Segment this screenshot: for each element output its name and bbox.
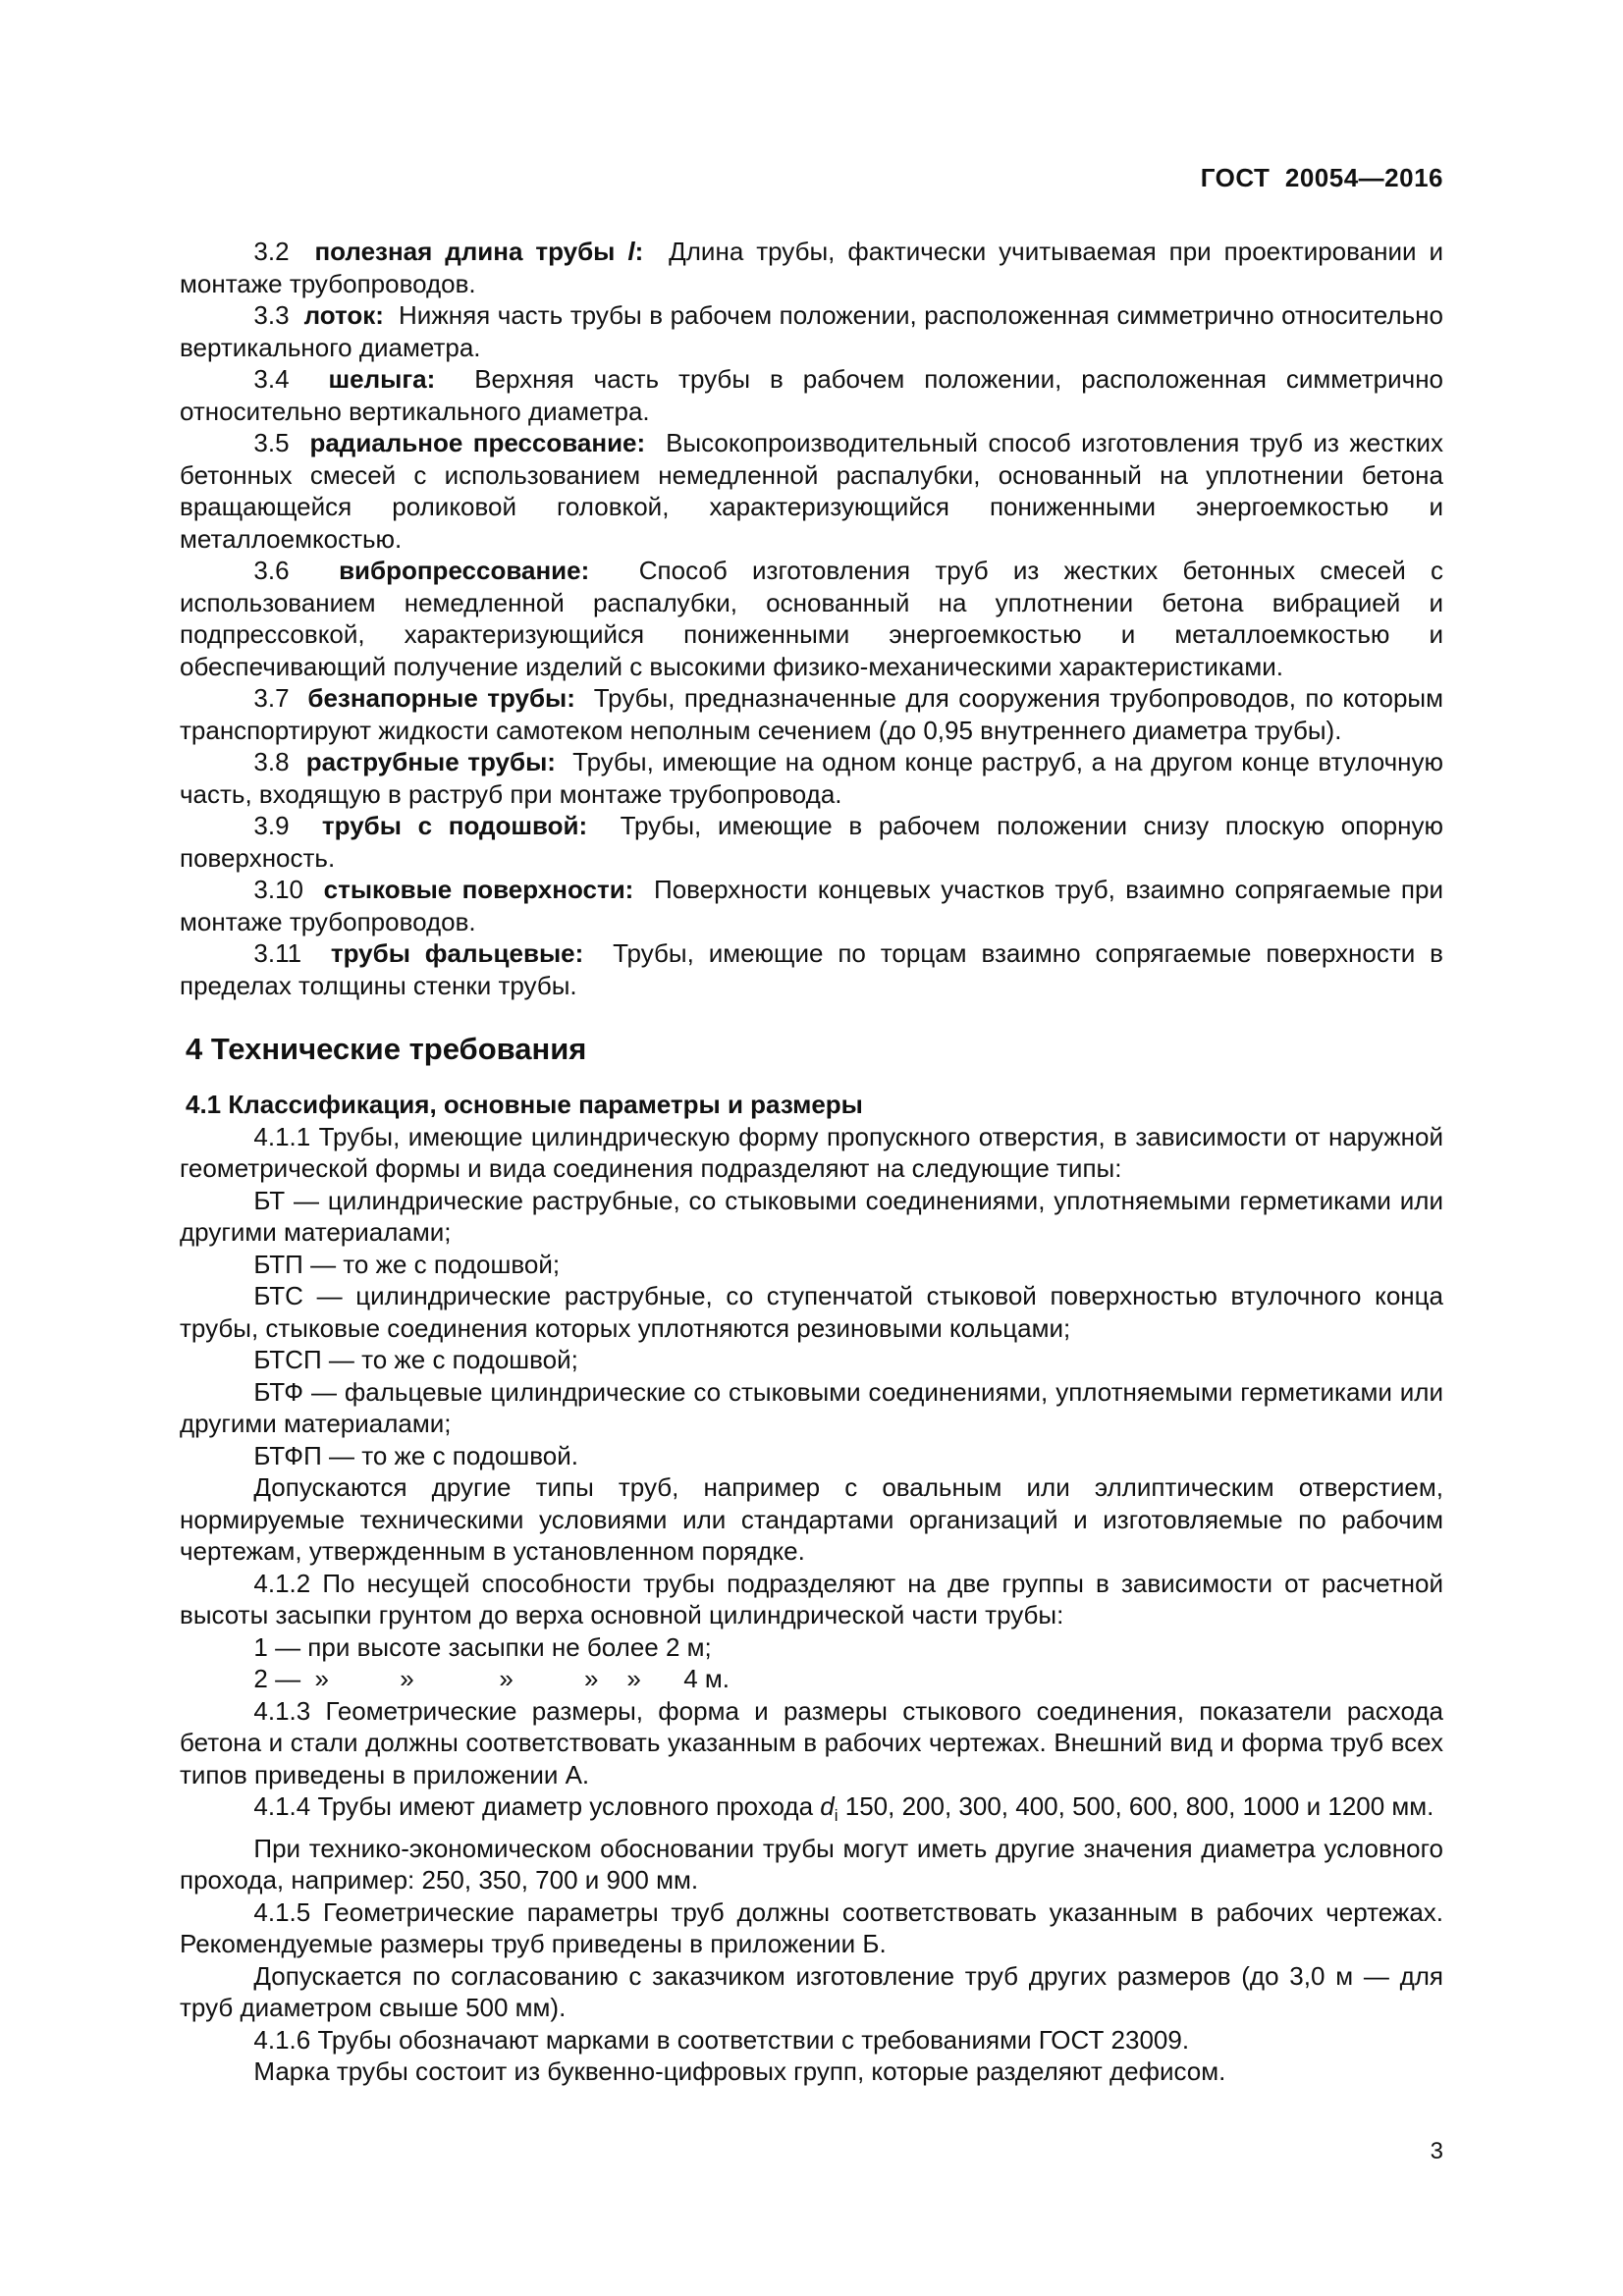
definition-3-10: 3.10 стыковые поверхности: Поверхности концевых участков труб, взаимно сопрягаемые при монтаже трубопроводов. — [180, 875, 1443, 936]
definition-3-5: 3.5 радиальное прессование: Высокопроизводительный способ изготовления труб из жестких бетонных смесей с использованием немедленной распалубки, основанный на уплотнении бетона вращающейся роликовой головкой, характеризующийся пониженными энергоемкостью и металлоемкостью. — [180, 428, 1443, 554]
definition-3-4: 3.4 шелыга: Верхняя часть трубы в рабочем положении, расположенная симметрично относительно вертикального диаметра. — [180, 364, 1444, 426]
paragraph-4-1-2: 4.1.2 По несущей способности трубы подразделяют на две группы в зависимости от расчетной высоты засыпки грунтом до верха основной цилиндрической части трубы: — [180, 1568, 1443, 1629]
paragraph-4-1-5: 4.1.5 Геометрические параметры труб должны соответствовать указанным в рабочих чертежах. Рекомендуемые размеры труб приведены в приложении Б. — [180, 1896, 1443, 1958]
definition-3-9: 3.9 трубы с подошвой: Трубы, имеющие в рабочем положении снизу плоскую опорную поверхность. — [180, 811, 1444, 873]
pipe-type-bts: БТС — цилиндрические раструбные, со ступенчатой стыковой поверхностью втулочного конца трубы, стыковые соединения которых уплотняются резиновыми кольцами; — [180, 1281, 1443, 1343]
pipe-type-btp: БТП — то же с подошвой; — [253, 1249, 561, 1279]
definition-3-2: 3.2 полезная длина трубы l: Длина трубы, фактически учитываемая при проектировании и монтаже трубопроводов. — [180, 237, 1443, 298]
document-body — [180, 236, 1443, 2088]
pipe-type-bt: БТ — цилиндрические раструбные, со стыковыми соединениями, уплотняемыми герметиками или другими материалами; — [180, 1185, 1443, 1247]
pipe-type-btsp: БТСП — то же с подошвой; — [253, 1345, 578, 1374]
definition-3-6: 3.6 вибропрессование: Способ изготовления труб из жестких бетонных смесей с использованием немедленной распалубки, основанный на уплотнении бетона вибрацией и подпрессовкой, характеризующийся пониженными энергоемкостью и металлоемкостью и обеспечивающий получение изделий с высокими физико-механическими характеристиками. — [180, 556, 1444, 681]
section-4-heading: 4 Технические требования — [186, 1032, 587, 1066]
paragraph-4-1-4-extra: При технико-экономическом обосновании трубы могут иметь другие значения диаметра условного прохода, например: 250, 350, 700 и 900 мм. — [180, 1833, 1443, 1895]
pipe-type-btf: БТФ — фальцевые цилиндрические со стыковыми соединениями, уплотняемыми герметиками или другими материалами; — [180, 1376, 1443, 1438]
paragraph-other-types: Допускаются другие типы труб, например с овальным или эллиптическим отверстием, нормируемые техническими условиями или стандартами организаций и изготовляемые по рабочим чертежам, утвержденным в установленном порядке. — [180, 1472, 1443, 1566]
load-group-2: 2 — » » » » » 4 м. — [253, 1664, 730, 1693]
paragraph-4-1-1: 4.1.1 Трубы, имеющие цилиндрическую форму пропускного отверстия, в зависимости от наружной геометрической формы и вида соединения подразделяют на следующие типы: — [180, 1121, 1443, 1183]
paragraph-4-1-3: 4.1.3 Геометрические размеры, форма и размеры стыкового соединения, показатели расхода бетона и стали должны соответствовать указанным в рабочих чертежах. Внешний вид и форма труб всех типов приведены в приложении А. — [180, 1695, 1443, 1789]
paragraph-4-1-5-extra: Допускается по согласованию с заказчиком изготовление труб других размеров (до 3,0 м — для труб диаметром свыше 500 мм). — [180, 1960, 1443, 2022]
definition-3-8: 3.8 раструбные трубы: Трубы, имеющие на одном конце раструб, а на другом конце втулочную часть, входящую в раструб при монтаже трубопровода. — [180, 747, 1444, 809]
document-code-header: ГОСТ 20054—2016 — [1200, 163, 1443, 192]
load-group-1: 1 — при высоте засыпки не более 2 м; — [253, 1631, 712, 1662]
paragraph-4-1-4: 4.1.4 Трубы имеют диаметр условного прохода $d_i$ 150, 200, 300, 400, 500, 600, 800, 1000 и 1200 мм. — [253, 1791, 1434, 1825]
subsection-4-1-heading: 4.1 Классификация, основные параметры и размеры — [186, 1090, 863, 1119]
paragraph-4-1-6: 4.1.6 Трубы обозначают марками в соответствии с требованиями ГОСТ 23009. — [253, 2024, 1190, 2055]
definition-3-11: 3.11 трубы фальцевые: Трубы, имеющие по торцам взаимно сопрягаемые поверхности в пределах толщины стенки трубы. — [180, 938, 1443, 1000]
definition-3-3: 3.3 лоток: Нижняя часть трубы в рабочем положении, расположенная симметрично относительно вертикального диаметра. — [180, 300, 1443, 362]
page-number: 3 — [1430, 2138, 1443, 2164]
paragraph-4-1-6-extra: Марка трубы состоит из буквенно-цифровых групп, которые разделяют дефисом. — [253, 2056, 1226, 2086]
definition-3-7: 3.7 безнапорные трубы: Трубы, предназначенные для сооружения трубопроводов, по которым транспортируют жидкости самотеком неполным сечением (до 0,95 внутреннего диаметра трубы). — [180, 683, 1443, 745]
pipe-type-btfp: БТФП — то же с подошвой. — [253, 1440, 578, 1470]
